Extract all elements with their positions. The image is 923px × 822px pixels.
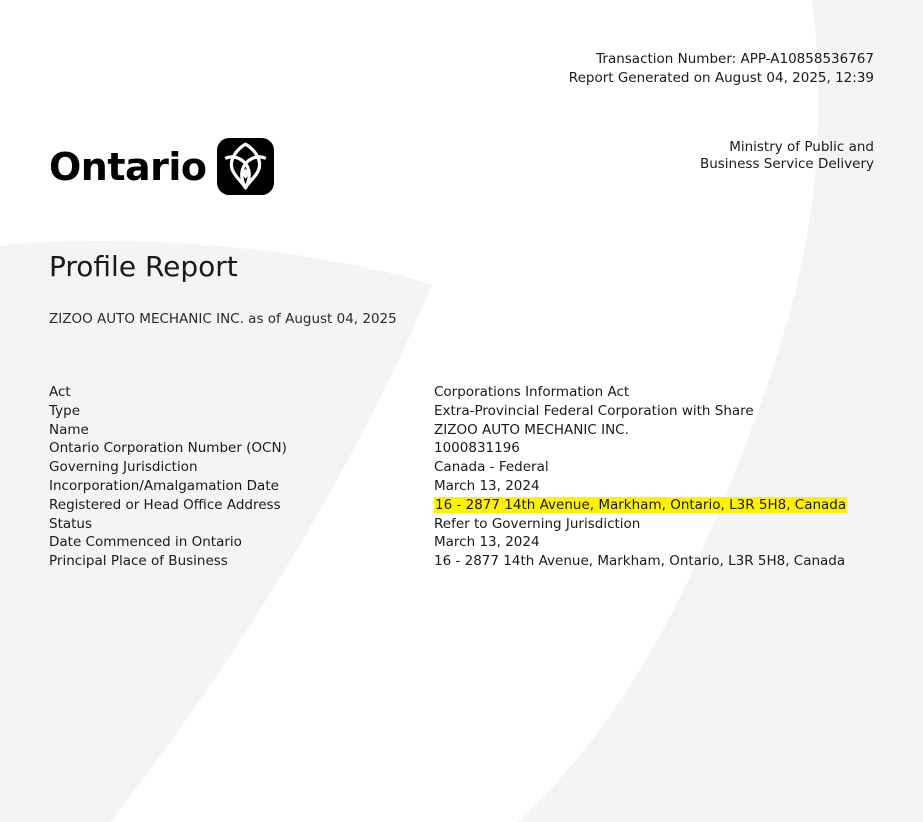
field-label: Name	[49, 421, 89, 438]
detail-row-type	[49, 402, 847, 421]
ministry-name	[700, 139, 874, 173]
field-value: March 13, 2024	[434, 534, 540, 551]
field-value: Canada - Federal	[434, 459, 549, 476]
field-label: Date Commenced in Ontario	[49, 534, 242, 551]
report-generated-date: Report Generated on August 04, 2025, 12:39	[568, 70, 874, 86]
field-value: 16 - 2877 14th Avenue, Markham, Ontario, L3R 5H8, Canada	[434, 553, 846, 570]
field-label: Type	[49, 402, 81, 419]
detail-row-status	[49, 515, 847, 534]
highlighted-address: 16 - 2877 14th Avenue, Markham, Ontario, L3R 5H8, Canada	[435, 496, 847, 513]
page-title: Profile Report	[49, 250, 238, 283]
field-label: Incorporation/Amalgamation Date	[49, 477, 279, 494]
field-value: ZIZOO AUTO MECHANIC INC.	[434, 421, 629, 438]
field-value: Corporations Information Act	[434, 384, 630, 400]
field-label: Registered or Head Office Address	[49, 496, 281, 513]
field-label: Status	[49, 515, 93, 532]
detail-row-act	[49, 383, 847, 402]
detail-row-name	[49, 421, 847, 440]
field-value: March 13, 2024	[434, 477, 540, 494]
ontario-trillium-logo-icon	[217, 138, 274, 195]
field-value-highlighted	[434, 496, 847, 515]
field-value: Extra-Provincial Federal Corporation with Share	[434, 402, 754, 419]
ministry-line-2: Business Service Delivery	[699, 156, 874, 172]
report-meta	[569, 50, 874, 88]
transaction-number: Transaction Number: APP-A10858536767	[596, 51, 874, 67]
detail-row-principal-place	[49, 552, 847, 571]
logo-wordmark: Ontario	[49, 144, 207, 189]
detail-row-governing-jurisdiction	[49, 458, 847, 477]
field-label: Principal Place of Business	[49, 553, 228, 570]
field-value: Refer to Governing Jurisdiction	[434, 515, 641, 532]
field-label: Ontario Corporation Number (OCN)	[49, 440, 287, 457]
field-label: Governing Jurisdiction	[49, 459, 198, 476]
field-value: 1000831196	[434, 440, 520, 457]
report-subtitle: ZIZOO AUTO MECHANIC INC. as of August 04, 2025	[49, 311, 397, 327]
ministry-line-1: Ministry of Public and	[729, 139, 874, 155]
field-label: Act	[49, 384, 71, 400]
detail-row-ocn	[49, 439, 847, 458]
detail-row-date-commenced	[49, 533, 847, 552]
profile-details-table	[49, 383, 847, 571]
ontario-logo	[49, 138, 274, 195]
detail-row-head-office-address	[49, 496, 847, 515]
detail-row-incorporation-date	[49, 477, 847, 496]
